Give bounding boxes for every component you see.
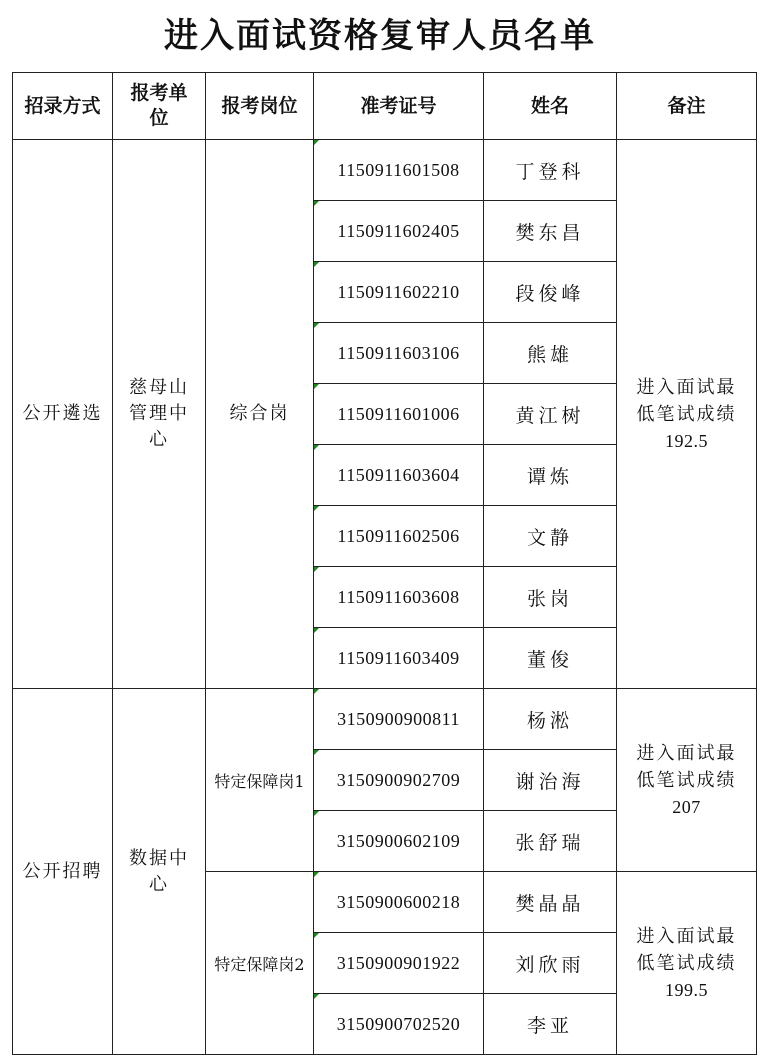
exam-id-cell: 3150900901922 [314, 933, 484, 994]
exam-id-cell: 3150900900811 [314, 689, 484, 750]
exam-id-cell: 1150911603409 [314, 628, 484, 689]
page-title: 进入面试资格复审人员名单 [164, 16, 596, 56]
header-unit: 报考单位 [113, 73, 206, 140]
name-cell: 谭炼 [484, 445, 617, 506]
unit-cell: 数据中心 [113, 689, 206, 1055]
exam-id-cell: 3150900600218 [314, 872, 484, 933]
exam-id-cell: 1150911603604 [314, 445, 484, 506]
table-row [13, 689, 757, 750]
header-id: 准考证号 [314, 73, 484, 140]
exam-id-cell: 1150911603106 [314, 323, 484, 384]
candidate-table [12, 72, 757, 1055]
name-cell: 黄江树 [484, 384, 617, 445]
method-cell: 公开遴选 [13, 140, 113, 689]
name-cell: 樊晶晶 [484, 872, 617, 933]
post-cell: 特定保障岗2 [206, 872, 314, 1055]
post-cell: 特定保障岗1 [206, 689, 314, 872]
name-cell: 樊东昌 [484, 201, 617, 262]
note-cell: 进入面试最低笔试成绩 192.5 [617, 140, 757, 689]
header-name: 姓名 [484, 73, 617, 140]
method-cell: 公开招聘 [13, 689, 113, 1055]
name-cell: 张舒瑞 [484, 811, 617, 872]
name-cell: 文静 [484, 506, 617, 567]
exam-id-cell: 3150900602109 [314, 811, 484, 872]
name-cell: 张岗 [484, 567, 617, 628]
name-cell: 董俊 [484, 628, 617, 689]
name-cell: 李亚 [484, 994, 617, 1055]
exam-id-cell: 1150911603608 [314, 567, 484, 628]
name-cell: 刘欣雨 [484, 933, 617, 994]
exam-id-cell: 1150911602405 [314, 201, 484, 262]
note-cell: 进入面试最低笔试成绩 207 [617, 689, 757, 872]
exam-id-cell: 3150900902709 [314, 750, 484, 811]
name-cell: 杨淞 [484, 689, 617, 750]
exam-id-cell: 1150911602210 [314, 262, 484, 323]
header-row [13, 73, 757, 140]
header-post: 报考岗位 [206, 73, 314, 140]
name-cell: 丁登科 [484, 140, 617, 201]
table-row [13, 140, 757, 201]
exam-id-cell: 1150911602506 [314, 506, 484, 567]
name-cell: 谢治海 [484, 750, 617, 811]
header-method: 招录方式 [13, 73, 113, 140]
unit-cell: 慈母山管理中心 [113, 140, 206, 689]
name-cell: 熊雄 [484, 323, 617, 384]
exam-id-cell: 3150900702520 [314, 994, 484, 1055]
note-cell: 进入面试最低笔试成绩 199.5 [617, 872, 757, 1055]
header-note: 备注 [617, 73, 757, 140]
exam-id-cell: 1150911601508 [314, 140, 484, 201]
post-cell: 综合岗 [206, 140, 314, 689]
name-cell: 段俊峰 [484, 262, 617, 323]
exam-id-cell: 1150911601006 [314, 384, 484, 445]
